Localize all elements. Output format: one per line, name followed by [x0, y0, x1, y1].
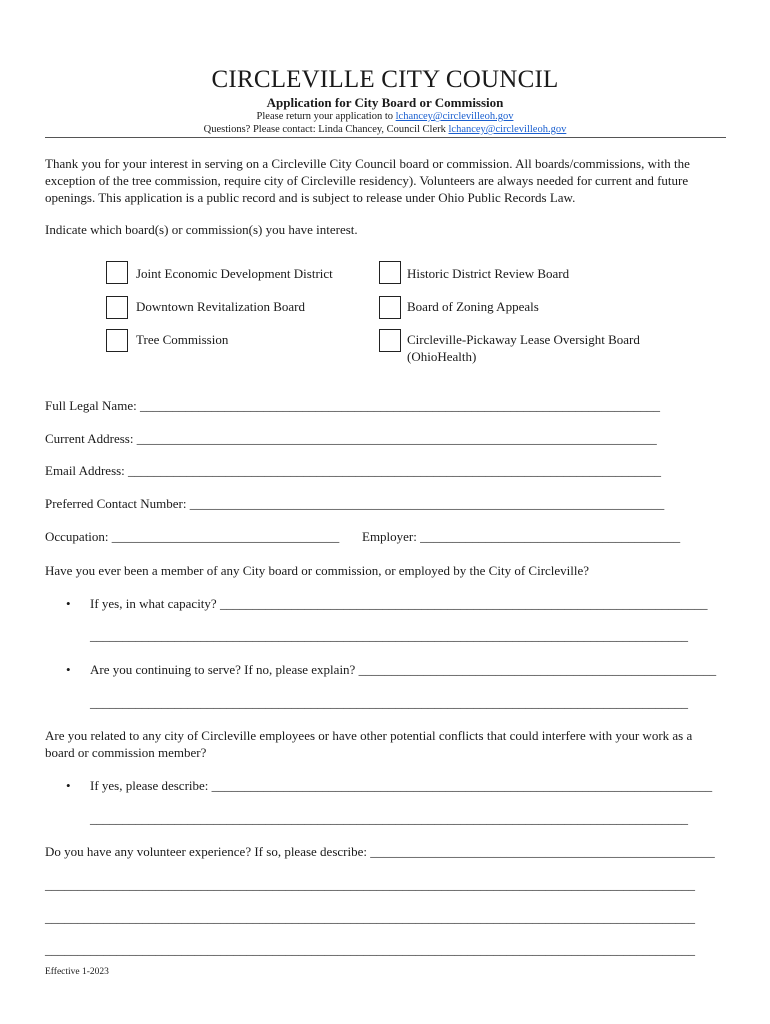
- bullet-icon: •: [66, 662, 71, 677]
- page-title: CIRCLEVILLE CITY COUNCIL: [211, 66, 559, 93]
- full-name-field[interactable]: Full Legal Name: ________________________________________________________________________________: [45, 398, 660, 413]
- bullet-icon: •: [66, 596, 71, 611]
- checkbox-downtown-revitalization[interactable]: [106, 296, 128, 319]
- contact-prefix: Questions? Please contact: Linda Chancey, Council Clerk: [203, 124, 449, 135]
- intro-paragraph: Thank you for your interest in serving on a Circleville City Council board or commission. All boards/commissions, with the exception of the tree commission, require city of Circleville residency). Volunteers are always needed for current and future openings. This application is a public record and is subject to release under Ohio Public Records Law.: [45, 156, 690, 205]
- label-lease-oversight-sub: (OhioHealth): [407, 349, 477, 364]
- volunteer-line-3[interactable]: ____________________________________________________________________________________________________: [45, 942, 695, 957]
- return-instructions: [0, 111, 770, 122]
- label-tree-commission: Tree Commission: [136, 332, 229, 347]
- checkbox-lease-oversight[interactable]: [379, 329, 401, 352]
- capacity-field[interactable]: If yes, in what capacity? ___________________________________________________________________________: [90, 596, 708, 611]
- checkbox-jedd[interactable]: [106, 261, 128, 284]
- return-prefix: Please return your application to: [256, 111, 396, 122]
- question-conflicts: Are you related to any city of Circleville employees or have other potential conflicts that could interfere with your work as a board or commission member?: [45, 728, 693, 760]
- email-field[interactable]: Email Address: __________________________________________________________________________________: [45, 463, 662, 478]
- volunteer-line-1[interactable]: ____________________________________________________________________________________________________: [45, 877, 695, 892]
- label-historic-district: Historic District Review Board: [407, 266, 570, 281]
- bullet-icon: •: [66, 778, 71, 793]
- conflicts-describe-field-line[interactable]: ____________________________________________________________________________________________: [90, 811, 688, 826]
- checkbox-historic-district[interactable]: [379, 261, 401, 284]
- question-prior-service: Have you ever been a member of any City board or commission, or employed by the City of Circleville?: [45, 563, 590, 578]
- address-field[interactable]: Current Address: ________________________________________________________________________________: [45, 431, 657, 446]
- label-lease-oversight: Circleville-Pickaway Lease Oversight Board: [407, 332, 640, 347]
- return-email-link[interactable]: lchancey@circlevilleoh.gov: [395, 111, 514, 122]
- header-divider: [45, 137, 726, 138]
- label-jedd: Joint Economic Development District: [136, 266, 333, 281]
- checkbox-tree-commission[interactable]: [106, 329, 128, 352]
- occupation-field[interactable]: Occupation: ___________________________________: [45, 529, 340, 544]
- checkbox-zoning-appeals[interactable]: [379, 296, 401, 319]
- volunteer-experience-field[interactable]: Do you have any volunteer experience? If so, please describe: _____________________________________________________: [45, 844, 715, 859]
- volunteer-line-2[interactable]: ____________________________________________________________________________________________________: [45, 910, 695, 925]
- employer-field[interactable]: Employer: ________________________________________: [362, 529, 681, 544]
- contact-instructions: [0, 124, 770, 135]
- capacity-field-line[interactable]: ____________________________________________________________________________________________: [90, 628, 688, 643]
- effective-date: Effective 1-2023: [45, 967, 109, 977]
- phone-field[interactable]: Preferred Contact Number: _________________________________________________________________________: [45, 496, 665, 511]
- label-downtown-revitalization: Downtown Revitalization Board: [136, 299, 305, 314]
- label-zoning-appeals: Board of Zoning Appeals: [407, 299, 539, 314]
- indicate-instruction: Indicate which board(s) or commission(s) you have interest.: [45, 222, 358, 237]
- continuing-serve-field[interactable]: Are you continuing to serve? If no, please explain? _______________________________________________________: [90, 662, 717, 677]
- conflicts-describe-field[interactable]: If yes, please describe: _____________________________________________________________________________: [90, 778, 713, 793]
- continuing-serve-field-line[interactable]: ____________________________________________________________________________________________: [90, 695, 688, 710]
- contact-email-link[interactable]: lchancey@circlevilleoh.gov: [448, 124, 567, 135]
- form-subtitle: Application for City Board or Commission: [266, 95, 504, 110]
